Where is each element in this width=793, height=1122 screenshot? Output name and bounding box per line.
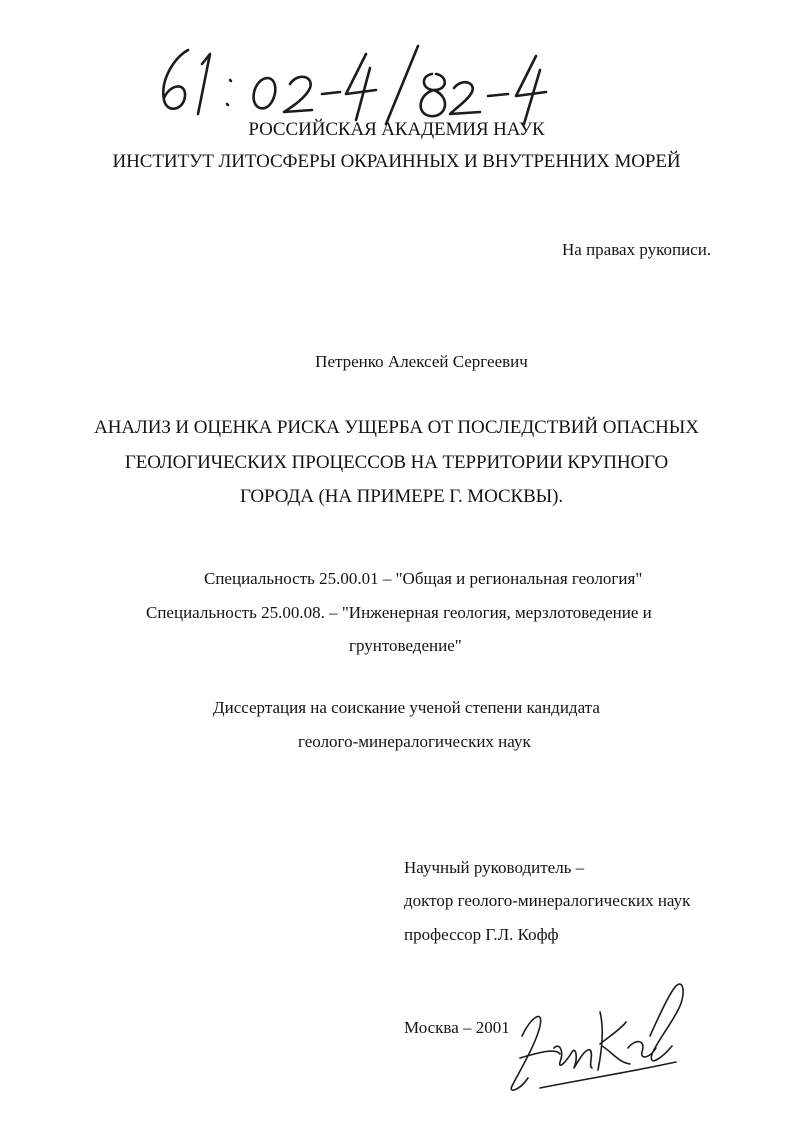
dissertation-title-line-3: ГОРОДА (НА ПРИМЕРЕ Г. МОСКВЫ). [239,486,564,507]
supervisor-line-2: доктор геолого-минералогических наук [404,891,691,910]
specialty-line-2: Специальность 25.00.08. – "Инженерная геология, мерзлотоведение и [146,603,652,622]
dissertation-title-line-2: ГЕОЛОГИЧЕСКИХ ПРОЦЕССОВ НА ТЕРРИТОРИИ КРУПНОГО [124,452,669,473]
signature [500,978,700,1098]
manuscript-note: На правах рукописи. [562,240,712,259]
author-name: Петренко Алексей Сергеевич [315,352,528,371]
institute-name: ИНСТИТУТ ЛИТОСФЕРЫ ОКРАИННЫХ И ВНУТРЕННИХ МОРЕЙ [112,151,681,172]
dissertation-degree-line-2: геолого-минералогических наук [298,732,531,751]
specialty-line-1: Специальность 25.00.01 – "Общая и региональная геология" [204,569,643,588]
city-year: Москва – 2001 [404,1018,510,1037]
supervisor-line-3: профессор Г.Л. Кофф [404,925,559,944]
specialty-line-3: грунтоведение" [349,636,462,655]
supervisor-line-1: Научный руководитель – [404,858,585,877]
handwritten-archive-number [150,38,550,128]
academy-name: РОССИЙСКАЯ АКАДЕМИЯ НАУК [248,119,545,140]
dissertation-title-line-1: АНАЛИЗ И ОЦЕНКА РИСКА УЩЕРБА ОТ ПОСЛЕДСТВИЙ ОПАСНЫХ [94,417,699,438]
dissertation-degree-line-1: Диссертация на соискание ученой степени кандидата [213,698,600,717]
